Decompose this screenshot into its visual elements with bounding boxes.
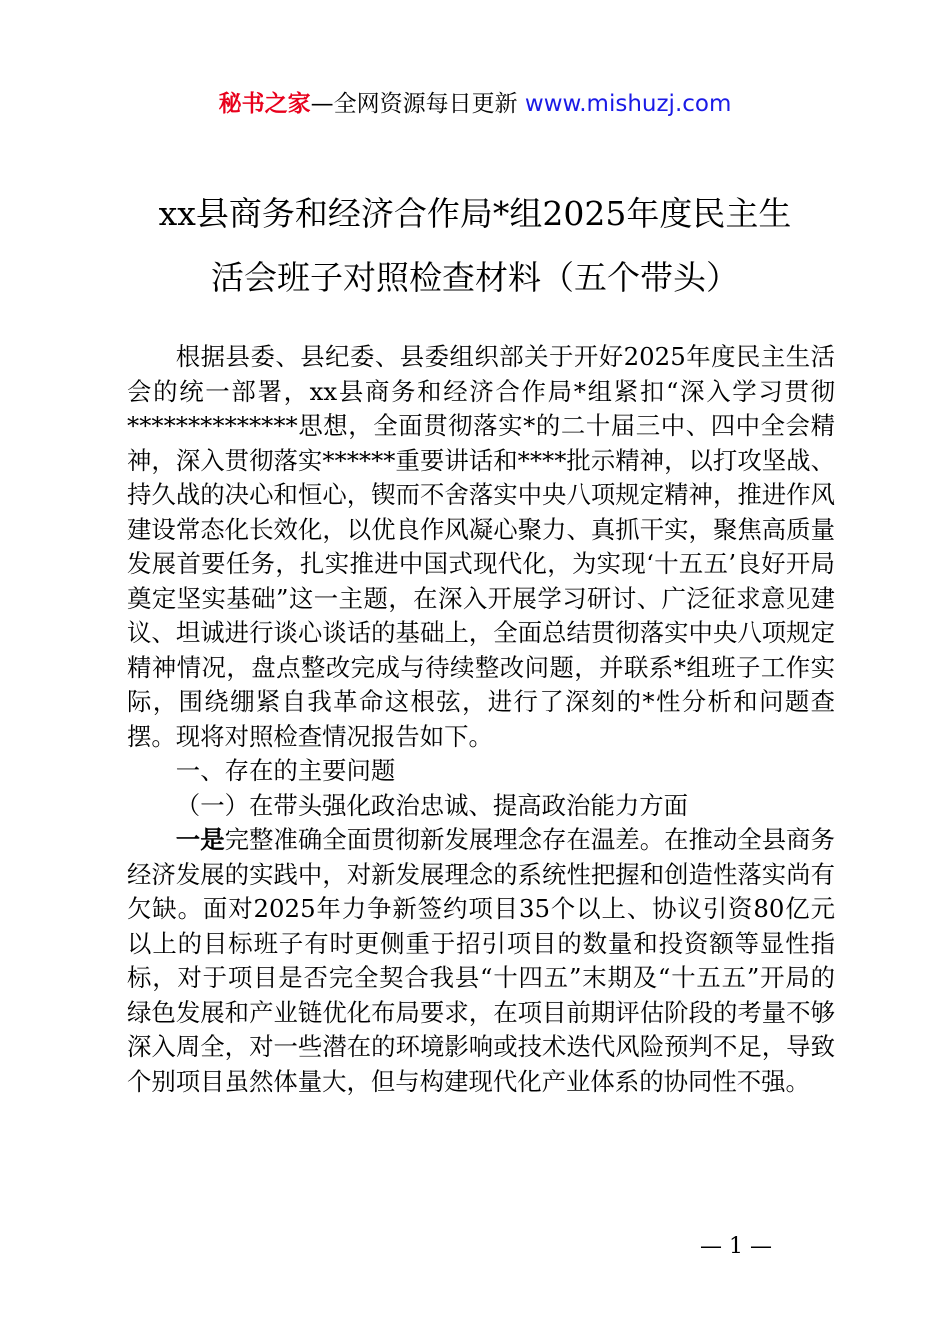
title-line-1: xx县商务和经济合作局*组2025年度民主生 <box>158 194 792 233</box>
brand-name: 秘书之家 <box>218 91 311 117</box>
document-body <box>127 340 835 1099</box>
intro-paragraph: 根据县委、县纪委、县委组织部关于开好2025年度民主生活会的统一部署，xx县商务和经济合作局*组紧扣“深入学习贯彻**************思想，全面贯彻落实*的二十届三中、四中全会精神，深入贯彻落实******重要讲话和****批示精神，以打攻坚战、持久战的决心和恒心，锲而不舍落实中央八项规定精神，推进作风建设常态化长效化，以优良作风凝心聚力、真抓干实，聚焦高质量发展首要任务，扎实推进中国式现代化，为实现‘十五五’良好开局奠定坚实基础”这一主题，在深入开展学习研讨、广泛征求意见建议、坦诚进行谈心谈话的基础上，全面总结贯彻落实中央八项规定精神情况，盘点整改完成与待续整改问题，并联系*组班子工作实际，围绕绷紧自我革命这根弦，进行了深刻的*性分析和问题查摆。现将对照检查情况报告如下。 <box>127 342 835 751</box>
point-paragraph <box>127 823 835 1099</box>
site-header <box>0 84 950 124</box>
header-slogan: —全网资源每日更新 <box>310 91 525 117</box>
point-lead: 一是 <box>175 825 225 854</box>
subsection-heading: （一）在带头强化政治忠诚、提高政治能力方面 <box>175 790 689 820</box>
point-text: 完整准确全面贯彻新发展理念存在温差。在推动全县商务经济发展的实践中，对新发展理念的系统性把握和创造性落实尚有欠缺。面对2025年力争新签约项目35个以上、协议引资80亿元以上的目标班子有时更侧重于招引项目的数量和投资额等显性指标，对于项目是否完全契合我县“十四五”末期及“十五五”开局的绿色发展和产业链优化布局要求，在项目前期评估阶段的考量不够深入周全，对一些潜在的环境影响或技术迭代风险预判不足，导致个别项目虽然体量大，但与构建现代化产业体系的协同性不强。 <box>127 825 835 1096</box>
site-url-link[interactable]: www.mishuzj.com <box>524 91 732 117</box>
title-line-2: 活会班子对照检查材料（五个带头） <box>211 258 739 297</box>
page-number: — 1 — <box>700 1234 772 1259</box>
document-title <box>100 182 850 310</box>
section-heading: 一、存在的主要问题 <box>175 756 396 785</box>
